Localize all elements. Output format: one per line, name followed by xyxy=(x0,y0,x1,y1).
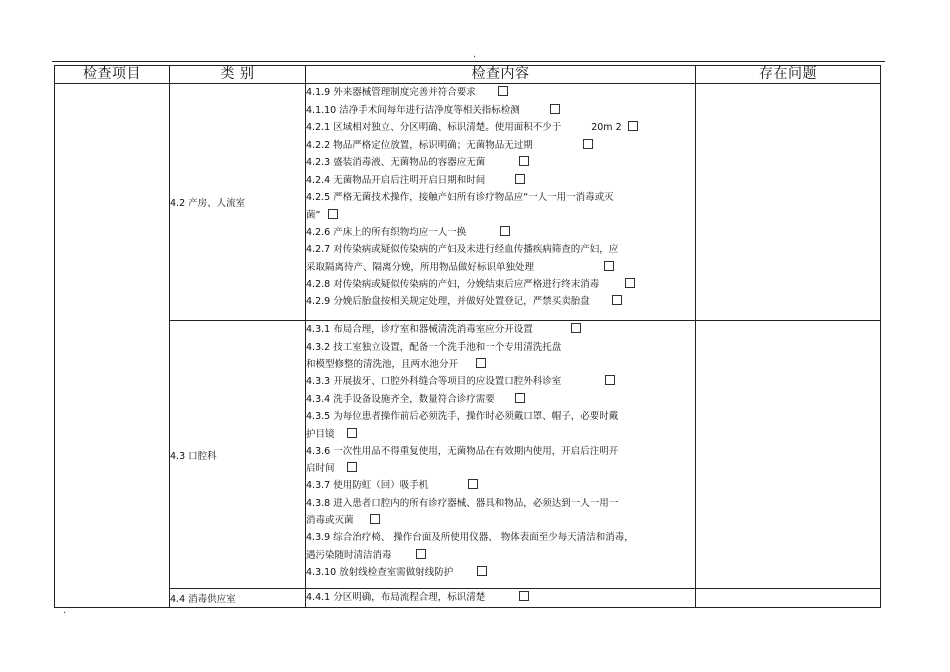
check-line-text: 4.3.9 综合治疗椅、 操作台面及所使用仪器、 物体表面至少每天清洁和消毒， xyxy=(306,532,634,543)
check-line-text: 4.3.10 放射线检查室需做射线防护 xyxy=(306,566,454,578)
check-line-text: 4.1.9 外来器械管理制度完善并符合要求 xyxy=(306,87,476,98)
header-item: 检查项目 xyxy=(55,66,170,84)
checkbox[interactable] xyxy=(347,462,357,472)
category-label: 4.3 口腔科 xyxy=(170,450,217,462)
category-cell xyxy=(170,589,306,608)
checkbox[interactable] xyxy=(571,323,581,333)
checkbox[interactable] xyxy=(476,358,486,368)
check-line xyxy=(306,119,695,137)
checkbox[interactable] xyxy=(605,375,615,385)
checkbox[interactable] xyxy=(515,174,525,184)
checkbox[interactable] xyxy=(500,226,510,236)
check-line-text: 4.2.3 盛装消毒液、无菌物品的容器应无菌 xyxy=(306,157,486,168)
check-line xyxy=(306,224,695,242)
check-line-text: 4.2.9 分娩后胎盘按相关规定处理，并做好处置登记，严禁买卖胎盘 xyxy=(306,296,590,307)
check-line-text: 4.3.5 为每位患者操作前后必须洗手，操作时必须戴口罩、帽子，必要时戴 xyxy=(306,411,619,422)
header-row xyxy=(55,66,881,84)
table-body xyxy=(55,84,881,608)
check-line xyxy=(306,426,695,443)
check-line-text: 启时间 xyxy=(306,463,335,474)
check-line-text: 4.2.4 无菌物品开启后注明开启日期和时间 xyxy=(306,174,486,186)
check-line xyxy=(306,564,695,582)
check-line xyxy=(306,189,695,207)
check-line xyxy=(306,589,695,607)
problem-cell[interactable] xyxy=(696,84,881,321)
check-line-text: 4.2.8 对传染病或疑似传染病的产妇，分娩结束后应严格进行终末消毒 xyxy=(306,278,600,290)
checkbox[interactable] xyxy=(519,156,529,166)
checkbox[interactable] xyxy=(628,121,638,131)
check-line-text: 4.2.1 区域相对独立、分区明确、标识清楚。使用面积不少于 xyxy=(306,122,562,133)
check-line-text: 4.3.8 进入患者口腔内的所有诊疗器械、器具和物品，必须达到一人一用一 xyxy=(306,497,619,509)
problem-cell[interactable] xyxy=(696,589,881,608)
category-label: 4.4 消毒供应室 xyxy=(170,593,236,605)
header-problem: 存在问题 xyxy=(696,66,881,84)
checkbox[interactable] xyxy=(604,261,614,271)
check-line xyxy=(306,339,695,357)
category-cell xyxy=(170,321,306,589)
check-line-text: 菌” xyxy=(306,209,321,221)
top-rule xyxy=(52,61,885,62)
table-row xyxy=(55,84,881,321)
check-line xyxy=(306,547,695,564)
check-line xyxy=(306,241,695,259)
checkbox[interactable] xyxy=(625,278,635,288)
check-line-text: 4.2.5 严格无菌技术操作，接触产妇所有诊疗物品应“一人一用一消毒或灭 xyxy=(306,192,614,203)
checkbox[interactable] xyxy=(498,86,508,96)
check-line xyxy=(306,207,695,224)
check-line-text: 4.3.7 使用防虹（回）吸手机 xyxy=(306,480,429,491)
check-line xyxy=(306,154,695,172)
check-line-text: 4.2.2 物品严格定位放置，标识明确；无菌物品无过期 xyxy=(306,139,533,151)
content-cell xyxy=(306,321,696,589)
checkbox[interactable] xyxy=(519,591,529,601)
checkbox[interactable] xyxy=(347,428,357,438)
check-line xyxy=(306,408,695,426)
check-line xyxy=(306,356,695,373)
content-cell xyxy=(306,84,696,321)
check-line xyxy=(306,477,695,495)
check-line xyxy=(306,172,695,190)
check-line xyxy=(306,495,695,513)
check-line xyxy=(306,512,695,529)
check-line-text: 遇污染随时清洁消毒 xyxy=(306,549,392,561)
check-line xyxy=(306,276,695,294)
check-line-text: 和模型修整的清洗池，且两水池分开 xyxy=(306,359,459,370)
check-line-text: 4.3.4 洗手设备设施齐全，数量符合诊疗需要 xyxy=(306,393,495,405)
table-row xyxy=(55,321,881,589)
checkbox[interactable] xyxy=(328,209,338,219)
check-line xyxy=(306,259,695,276)
checkbox[interactable] xyxy=(583,139,593,149)
checkbox[interactable] xyxy=(370,514,380,524)
table-row xyxy=(55,589,881,608)
check-line-text: 护目镜 xyxy=(306,428,335,440)
check-line xyxy=(306,293,695,311)
checkbox[interactable] xyxy=(515,393,525,403)
category-cell xyxy=(170,84,306,321)
check-line-text: 采取隔离待产、隔离分娩，所用物品做好标识单独处理 xyxy=(306,261,535,273)
check-item-cell xyxy=(55,84,170,608)
check-line-text: 消毒或灭菌 xyxy=(306,515,354,526)
check-line xyxy=(306,84,695,102)
area-requirement: 20m 2 xyxy=(591,122,622,133)
checkbox[interactable] xyxy=(477,566,487,576)
check-line xyxy=(306,102,695,120)
checkbox[interactable] xyxy=(468,479,478,489)
check-line-text: 4.3.2 技工室独立设置，配备一个洗手池和一个专用清洗托盘 xyxy=(306,341,562,353)
page-mark-bottom: . xyxy=(63,605,67,616)
check-line-text: 4.3.6 一次性用品不得重复使用，无菌物品在有效期内使用，开启后注明开 xyxy=(306,445,619,457)
checkbox[interactable] xyxy=(416,549,426,559)
header-content: 检查内容 xyxy=(306,66,696,84)
category-label: 4.2 产房、人流室 xyxy=(170,198,246,209)
check-line xyxy=(306,373,695,391)
page-mark-top: . xyxy=(473,49,477,60)
check-line xyxy=(306,137,695,155)
check-line xyxy=(306,321,695,339)
check-line xyxy=(306,460,695,477)
checkbox[interactable] xyxy=(612,295,622,305)
check-line-text: 4.3.1 布局合理，诊疗室和器械清洗消毒室应分开设置 xyxy=(306,324,533,335)
check-line-text: 4.2.6 产床上的所有织物均应一人一换 xyxy=(306,226,467,238)
check-line xyxy=(306,443,695,461)
content-cell xyxy=(306,589,696,608)
check-line xyxy=(306,391,695,409)
check-line-text: 4.1.10 洁净手术间每年进行洁净度等相关指标检测 xyxy=(306,104,520,116)
check-line xyxy=(306,529,695,547)
check-line-text: 4.4.1 分区明确，布局流程合理，标识清楚 xyxy=(306,592,486,603)
inspection-table xyxy=(54,65,881,608)
checkbox[interactable] xyxy=(550,104,560,114)
check-line-text: 4.3.3 开展拔牙、口腔外科缝合等项目的应设置口腔外科诊室 xyxy=(306,376,562,387)
problem-cell[interactable] xyxy=(696,321,881,589)
check-line-text: 4.2.7 对传染病或疑似传染病的产妇及未进行经血传播疾病筛查的产妇，应 xyxy=(306,244,619,255)
header-category: 类 别 xyxy=(170,66,306,84)
